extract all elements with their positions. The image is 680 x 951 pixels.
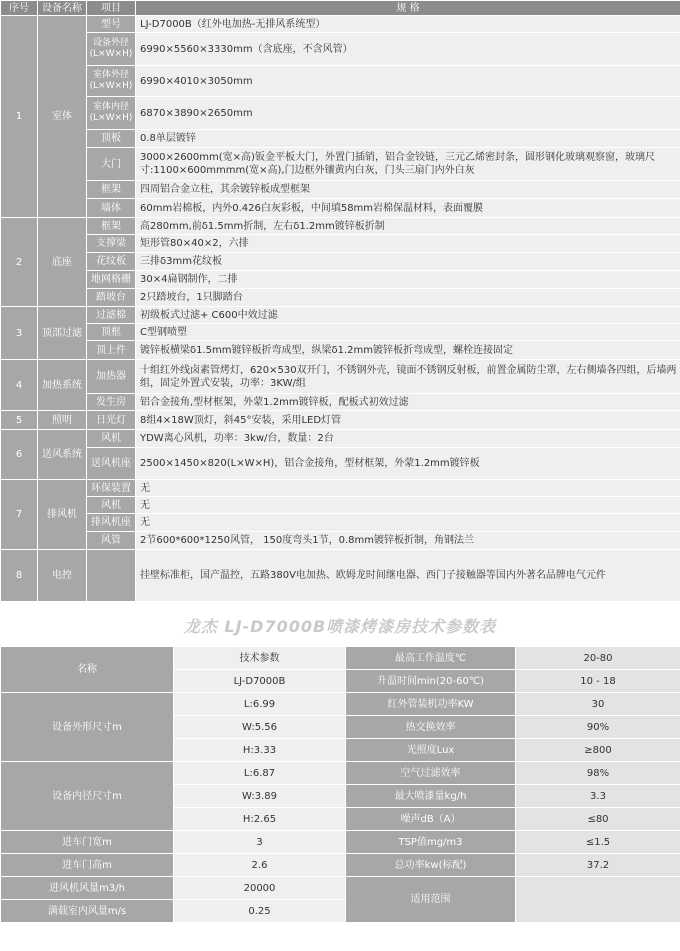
spec-item: 送风机座 bbox=[87, 448, 136, 480]
spec-item bbox=[87, 550, 136, 602]
spec-item: 风机 bbox=[87, 497, 136, 514]
spec-value: 无 bbox=[136, 497, 680, 514]
param-label: 最大喷漆量kg/h bbox=[346, 785, 516, 808]
param-value: 98% bbox=[516, 762, 680, 785]
spec-header-cell: 设备名称 bbox=[38, 1, 87, 16]
param-value: 3.3 bbox=[516, 785, 680, 808]
spec-row bbox=[1, 430, 680, 448]
air-volume-label: 进风机风量m3/h bbox=[1, 877, 174, 900]
spec-row bbox=[1, 532, 680, 550]
spec-row bbox=[1, 289, 680, 307]
section-name: 照明 bbox=[38, 411, 87, 430]
params-row bbox=[1, 831, 680, 854]
spec-item: 排风机座 bbox=[87, 514, 136, 532]
spec-row bbox=[1, 497, 680, 514]
param-value: ≤80 bbox=[516, 808, 680, 831]
spec-item: 顶框 bbox=[87, 324, 136, 341]
param-label: 最高工作温度℃ bbox=[346, 647, 516, 670]
spec-item: 发生房 bbox=[87, 394, 136, 411]
spec-value: 无 bbox=[136, 514, 680, 532]
param-label: 红外管装机功率KW bbox=[346, 693, 516, 716]
outer-dim-value: L:6.99 bbox=[174, 693, 346, 716]
spec-row bbox=[1, 253, 680, 271]
spec-item: 过滤棉 bbox=[87, 307, 136, 324]
spec-row bbox=[1, 66, 680, 97]
section-number: 2 bbox=[1, 218, 38, 307]
spec-row bbox=[1, 324, 680, 341]
param-label: 总功率kw(标配) bbox=[346, 854, 516, 877]
param-value: ≥800 bbox=[516, 739, 680, 762]
section-name: 室体 bbox=[38, 16, 87, 218]
params-table bbox=[0, 646, 680, 923]
spec-row bbox=[1, 16, 680, 33]
spec-item: 型号 bbox=[87, 16, 136, 33]
spec-value: 镀锌板横梁δ1.5mm镀锌板折弯成型，纵梁δ1.2mm镀锌板折弯成型，螺栓连接固定 bbox=[136, 341, 680, 360]
spec-row bbox=[1, 199, 680, 218]
spec-value: 6990×4010×3050mm bbox=[136, 66, 680, 97]
spec-row bbox=[1, 235, 680, 253]
spec-value: YDW离心风机，功率：3kw/台，数量：2台 bbox=[136, 430, 680, 448]
section-name: 排风机 bbox=[38, 480, 87, 550]
spec-item: 框架 bbox=[87, 218, 136, 235]
door-width-value: 3 bbox=[174, 831, 346, 854]
outer-dims-label: 设备外形尺寸m bbox=[1, 693, 174, 762]
spec-value: 十组红外线卤素管烤灯，620×530双开门，不锈钢外壳，镜面不锈钢反射板，前置金属防尘罩，左右侧墙各四组，后墙两组，固定外置式安装，功率：3KW/组 bbox=[136, 360, 680, 394]
param-label: 噪声dB（A） bbox=[346, 808, 516, 831]
name-label: 名称 bbox=[1, 647, 174, 693]
spec-item: 环保装置 bbox=[87, 480, 136, 497]
spec-row bbox=[1, 341, 680, 360]
section-number: 7 bbox=[1, 480, 38, 550]
param-value: 90% bbox=[516, 716, 680, 739]
params-title: 龙杰 LJ-D7000B喷漆烤漆房技术参数表 bbox=[183, 617, 497, 636]
param-value: 20-80 bbox=[516, 647, 680, 670]
spec-item: 地网格栅 bbox=[87, 271, 136, 289]
spec-value: 60mm岩棉板，内外0.426白灰彩板，中间填58mm岩棉保温材料，表面覆膜 bbox=[136, 199, 680, 218]
params-row bbox=[1, 854, 680, 877]
spec-row bbox=[1, 360, 680, 394]
section-number: 4 bbox=[1, 360, 38, 411]
param-value: ≤1.5 bbox=[516, 831, 680, 854]
params-row bbox=[1, 877, 680, 900]
spec-row bbox=[1, 271, 680, 289]
spec-item: 支撑梁 bbox=[87, 235, 136, 253]
section-name: 底座 bbox=[38, 218, 87, 307]
outer-dim-value: H:3.33 bbox=[174, 739, 346, 762]
spec-value: 矩形管80×40×2，六排 bbox=[136, 235, 680, 253]
spec-header-row bbox=[1, 1, 680, 16]
spec-value: 2只踏坡台，1只脚踏台 bbox=[136, 289, 680, 307]
section-number: 1 bbox=[1, 16, 38, 218]
door-height-value: 2.6 bbox=[174, 854, 346, 877]
spec-item: 花纹板 bbox=[87, 253, 136, 271]
spec-row bbox=[1, 448, 680, 480]
params-row bbox=[1, 647, 680, 670]
wind-speed-value: 0.25 bbox=[174, 900, 346, 923]
air-volume-value: 20000 bbox=[174, 877, 346, 900]
door-width-label: 进车门宽m bbox=[1, 831, 174, 854]
spec-value: 2500×1450×820(L×W×H)，铝合金接角，型材框架，外蒙1.2mm镀锌板 bbox=[136, 448, 680, 480]
spec-header-cell: 序号 bbox=[1, 1, 38, 16]
params-row bbox=[1, 693, 680, 716]
spec-item: 风机 bbox=[87, 430, 136, 448]
spec-row bbox=[1, 550, 680, 602]
spec-value: 无 bbox=[136, 480, 680, 497]
spec-row bbox=[1, 218, 680, 235]
params-row bbox=[1, 762, 680, 785]
spec-value: 铝合金接角,型材框架，外蒙1.2mm镀锌板，配板式初效过滤 bbox=[136, 394, 680, 411]
section-number: 6 bbox=[1, 430, 38, 480]
spec-item: 室体内径 (L×W×H) bbox=[87, 97, 136, 130]
param-label: 热交换效率 bbox=[346, 716, 516, 739]
param-value: 37.2 bbox=[516, 854, 680, 877]
spec-item: 顶上件 bbox=[87, 341, 136, 360]
section-name: 送风系统 bbox=[38, 430, 87, 480]
spec-value: 6870×3890×2650mm bbox=[136, 97, 680, 130]
spec-item: 风管 bbox=[87, 532, 136, 550]
spec-item: 墙体 bbox=[87, 199, 136, 218]
spec-row bbox=[1, 394, 680, 411]
section-name: 顶部过滤 bbox=[38, 307, 87, 360]
spec-item: 设备外径 (L×W×H) bbox=[87, 33, 136, 66]
spec-header-cell: 规 格 bbox=[136, 1, 680, 16]
spec-value: 2节600*600*1250风管， 150度弯头1节，0.8mm镀锌板折制，角钢法兰 bbox=[136, 532, 680, 550]
section-number: 5 bbox=[1, 411, 38, 430]
section-name: 加热系统 bbox=[38, 360, 87, 411]
spec-item: 大门 bbox=[87, 148, 136, 181]
inner-dim-value: H:2.65 bbox=[174, 808, 346, 831]
wind-speed-label: 满载室内风量m/s bbox=[1, 900, 174, 923]
param-label: TSP值mg/m3 bbox=[346, 831, 516, 854]
door-height-label: 进车门高m bbox=[1, 854, 174, 877]
param-label: 空气过滤效率 bbox=[346, 762, 516, 785]
spec-value: 0.8单层镀锌 bbox=[136, 130, 680, 148]
spec-value: 8组4×18W顶灯，斜45°安装，采用LED灯管 bbox=[136, 411, 680, 430]
scope-label: 适用范围 bbox=[346, 877, 516, 923]
inner-dim-value: W:3.89 bbox=[174, 785, 346, 808]
spec-item: 室体外径 (L×W×H) bbox=[87, 66, 136, 97]
inner-dims-label: 设备内径尺寸m bbox=[1, 762, 174, 831]
param-label: 光照度Lux bbox=[346, 739, 516, 762]
tech-label: 技术参数 bbox=[174, 647, 346, 670]
spec-value: 初级板式过滤+ C600中效过滤 bbox=[136, 307, 680, 324]
spec-value: 30×4扁钢制作，二排 bbox=[136, 271, 680, 289]
spec-value: 6990×5560×3330mm（含底座，不含风管） bbox=[136, 33, 680, 66]
param-value: 30 bbox=[516, 693, 680, 716]
inner-dim-value: L:6.87 bbox=[174, 762, 346, 785]
spec-row bbox=[1, 307, 680, 324]
section-name: 电控 bbox=[38, 550, 87, 602]
spec-item: 踏坡台 bbox=[87, 289, 136, 307]
spec-row bbox=[1, 97, 680, 130]
spec-item: 日光灯 bbox=[87, 411, 136, 430]
section-number: 8 bbox=[1, 550, 38, 602]
spec-row bbox=[1, 514, 680, 532]
model-value: LJ-D7000B bbox=[174, 670, 346, 693]
spec-row bbox=[1, 480, 680, 497]
spec-value: 挂壁标准柜，国产温控，五路380V电加热、欧姆龙时间继电器、西门子接触器等国内外著名品牌电气元件 bbox=[136, 550, 680, 602]
spec-item: 顶板 bbox=[87, 130, 136, 148]
scope-value bbox=[516, 877, 680, 923]
spec-value: 3000×2600mm(宽×高)钣金平板大门，外置门插销，铝合金铰链，三元乙烯密封条，圆形钢化玻璃观察窗，玻璃尺寸:1100×600mmmm(宽×高),门边框外镶黄内白灰，门头三扇门内外白灰 bbox=[136, 148, 680, 181]
spec-item: 加热器 bbox=[87, 360, 136, 394]
spec-row bbox=[1, 33, 680, 66]
spec-row bbox=[1, 181, 680, 199]
outer-dim-value: W:5.56 bbox=[174, 716, 346, 739]
section-number: 3 bbox=[1, 307, 38, 360]
spec-value: 三排δ3mm花纹板 bbox=[136, 253, 680, 271]
spec-item: 框架 bbox=[87, 181, 136, 199]
spec-row bbox=[1, 148, 680, 181]
spec-row bbox=[1, 130, 680, 148]
spec-value: LJ-D7000B（红外电加热-无排风系统型） bbox=[136, 16, 680, 33]
spec-value: 高280mm,前δ1.5mm折制，左右δ1.2mm镀锌板折制 bbox=[136, 218, 680, 235]
spec-row bbox=[1, 411, 680, 430]
param-value: 10 - 18 bbox=[516, 670, 680, 693]
spec-value: 四周铝合金立柱，其余镀锌板成型框架 bbox=[136, 181, 680, 199]
param-label: 升温时间min(20-60℃) bbox=[346, 670, 516, 693]
spec-header-cell: 项目 bbox=[87, 1, 136, 16]
spec-value: C型钢喷塑 bbox=[136, 324, 680, 341]
